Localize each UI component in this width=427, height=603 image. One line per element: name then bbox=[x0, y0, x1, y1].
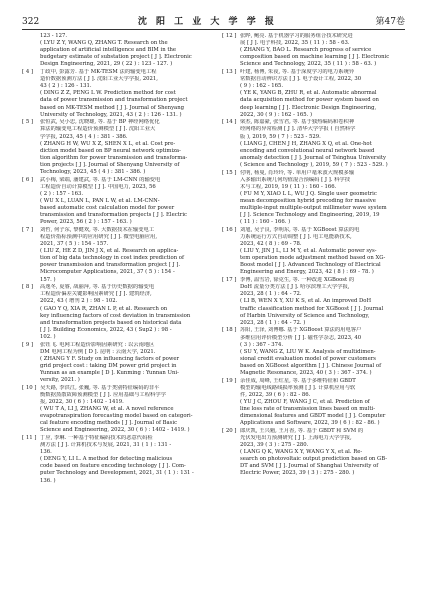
reference-line: composition based on machine learning [ J ]. Electronic bbox=[240, 54, 390, 61]
reference-line: data of power transmission and transformation project bbox=[40, 97, 188, 104]
reference-number: [ 15 ] bbox=[222, 169, 237, 176]
reference-line: dimensional features and GBDT model [ J ]. Computer bbox=[240, 413, 386, 420]
reference-line: ( Science and Technology ), 2019, 59 ( 7 ) : 523 - 529. ) bbox=[240, 161, 388, 168]
reference-line: based on MK-TESM method [ J ]. Journal of Shenyang bbox=[40, 104, 185, 111]
reference-line: versity, 2021. ) bbox=[40, 377, 80, 384]
reference-line: 157. ) bbox=[40, 276, 56, 283]
reference-line: application of artificial intelligence and BIM in the bbox=[40, 47, 177, 54]
reference-line: 入多输出系统几何均值混合预编码 [ J ]. 科学技 bbox=[240, 176, 351, 183]
reference-line: line loss rate of transmission lines based on multi- bbox=[240, 406, 376, 413]
reference-line: 测方法 [ J ]. 计算机技术与发展, 2021, 31 ( 1 ) : 131 - bbox=[40, 442, 172, 449]
left-column bbox=[22, 33, 205, 485]
reference-line: Microcomputer Applications, 2021, 37 ( 5 ) : 154 - bbox=[40, 269, 175, 276]
reference-entry bbox=[222, 170, 405, 227]
reference-number: [ 12 ] bbox=[222, 33, 237, 39]
reference-number: [ 6 ] bbox=[22, 176, 34, 183]
reference-line: ( ZHANG H W, WU X Z, SHEN X L, et al. Cost pre- bbox=[40, 140, 176, 147]
reference-line: [ J ]. Science Technology and Engineering, 2019, 19 bbox=[240, 212, 380, 219]
reference-number: [ 5 ] bbox=[22, 119, 34, 126]
reference-line: sional credit evaluation model of power customers bbox=[240, 355, 376, 362]
reference-line: multiple-input multiple-output millimeter wave system bbox=[240, 205, 387, 212]
reference-line: ( GAO Y Q, XIA R, ZHAN L P, et al. Research on bbox=[40, 305, 168, 312]
reference-number: [ 7 ] bbox=[22, 226, 34, 233]
reference-entry bbox=[222, 119, 405, 169]
reference-entry bbox=[22, 33, 205, 68]
reference-line: of Harbin University of Science and Technology, bbox=[240, 312, 370, 319]
reference-entry bbox=[22, 119, 205, 176]
header-rule bbox=[22, 29, 405, 30]
reference-line: ( ZHANG Y F. Study on influencing factors of power bbox=[40, 355, 180, 362]
reference-number: [ 10 ] bbox=[22, 384, 37, 391]
reference-number: [ 16 ] bbox=[222, 226, 237, 233]
reference-line: ( YE K, YANG B, ZHU R, et al. Automatic abnormal bbox=[240, 90, 377, 97]
reference-line: grid project cost : taking DM power grid project in bbox=[40, 362, 177, 369]
reference-line: transmission and transformation projects [ J ]. Electric bbox=[40, 212, 188, 219]
reference-line: ( LI B, WEN X Y, XU K S, et al. An improved DoH bbox=[240, 298, 372, 305]
references-body bbox=[22, 33, 405, 595]
reference-line: data acquisition method for power system based on bbox=[240, 97, 379, 104]
volume-label: 第47卷 bbox=[375, 17, 405, 27]
reference-line: 102. ) bbox=[40, 333, 56, 340]
reference-line: puter Technology and Development, 2021, 31 ( 1 ) : 131 - bbox=[40, 470, 194, 477]
reference-entry bbox=[222, 277, 405, 327]
reference-line: Magnetic Resonance, 2023, 40 ( 3 ) : 367 - 374. ) bbox=[240, 369, 372, 376]
reference-line: 学学报, 2023, 45 ( 4 ) : 381 - 386. bbox=[40, 133, 128, 140]
reference-line: ( LIU Z, HE Z D, JIN J X, et al. Research on applica- bbox=[40, 248, 179, 255]
reference-line: ( SU Y, WANG Z, LIU W K. Analysis of multidimen- bbox=[240, 348, 376, 355]
reference-line: 高逸冬, 夏睿, 战丽萍, 等. 基于历史数据的输变电 bbox=[40, 284, 155, 291]
reference-line: ( ZHANG Y, BAO L. Research progress of service bbox=[240, 47, 372, 54]
reference-line: 展 [ J ]. 电子科技, 2022, 35 ( 11 ) : 58 - 63. bbox=[240, 40, 350, 47]
reference-line: ( 11 ) : 160 - 166. ) bbox=[240, 219, 291, 226]
reference-line: and transformation projects based on historical data bbox=[40, 319, 182, 326]
reference-line: code based on feature encoding technology [ J ]. Com- bbox=[40, 463, 186, 470]
reference-entry bbox=[22, 227, 205, 284]
reference-line: power transmission and transformation project [ J ]. bbox=[40, 262, 181, 269]
reference-line: 程造价指标预测中的应用研究 [ J ]. 微型电脑应用, bbox=[40, 234, 158, 240]
reference-line: based on XGBoost algorithm [ J ]. Chinese Journal of bbox=[240, 362, 382, 369]
page-number: 322 bbox=[22, 17, 40, 27]
reference-number: [ 4 ] bbox=[22, 69, 34, 76]
reference-line: tion algorithm for power transmission and transforma- bbox=[40, 154, 188, 161]
reference-line: 136. bbox=[40, 449, 52, 456]
reference-number: [ 17 ] bbox=[222, 277, 237, 284]
reference-line: ( YU J C, ZHOU F, WANG J C, et al. Prediction of bbox=[240, 398, 370, 405]
reference-line: 丁应, 李琳. 一种基于特征编码技术的恶意代码检 bbox=[40, 435, 153, 441]
reference-line: 43 ( 2 ) : 126 - 131. bbox=[40, 83, 92, 90]
reference-entry bbox=[222, 69, 405, 119]
reference-entry bbox=[22, 435, 205, 485]
reference-line: 刘哲, 何子东, 黎健欢, 等. 大数据技术在输变电工 bbox=[40, 226, 155, 233]
reference-line: 付明, 杨曼, 肖玲玲, 等. 单用户毫米波大规模多输 bbox=[240, 169, 355, 176]
reference-entry bbox=[222, 33, 405, 68]
reference-line: [ J ]. Building Economics, 2022, 43 ( Sup2 ) : 98 - bbox=[40, 326, 172, 333]
reference-number: [ 20 ] bbox=[222, 427, 237, 434]
reference-number: [ 19 ] bbox=[222, 377, 237, 384]
reference-line: 余佳成, 周峰, 王红星, 等. 基于多维特征和 GBDT bbox=[240, 377, 356, 384]
reference-line: tion projects [ J ]. Journal of Shenyang University of bbox=[40, 161, 180, 168]
reference-line: 叶建, 杨博, 朱夜, 等. 基于深度学习的电力系统异 bbox=[240, 69, 355, 76]
reference-line: Design Engineering, 2021, 29 ( 22 ) : 123 - 127. ) bbox=[40, 61, 173, 68]
reference-line: 光伏发电出力预测研究 [ J ]. 上海电力大学学报, bbox=[240, 435, 352, 441]
reference-entry bbox=[22, 284, 205, 341]
reference-line: 苏阳, 王泽, 刘博娜. 基于 XGBoost 算法的用电客户 bbox=[240, 327, 362, 334]
reference-line: University of Technology, 2021, 43 ( 2 ) : 126 - 131. ) bbox=[40, 111, 182, 118]
reference-line: Science and Technology, 2022, 35 ( 11 ) : 58 - 63. ) bbox=[240, 61, 377, 68]
reference-line: ( DENG Y, LI L. A method for detecting malicious bbox=[40, 456, 173, 463]
reference-number: [ 13 ] bbox=[222, 69, 237, 76]
reference-line: 报, 2022, 30 ( 6 ) : 1402 - 1419. bbox=[40, 398, 124, 405]
reference-line: DoH 流量分类方法 [ J ]. 哈尔滨理工大学学报, bbox=[240, 284, 350, 291]
reference-line: 丁政中, 彭露芳. 基于 MK-TESM 法的输变电工程 bbox=[40, 69, 157, 76]
reference-line: 力系统运行方式自动调整 [ J ]. 电工电能新技术, bbox=[240, 234, 352, 240]
reference-line: Applications and Software, 2022, 39 ( 6 ) : 82 - 86. ) bbox=[240, 420, 380, 427]
reference-line: 张恒武, 吴小忠, 沈晓雄, 等. 基于 BP 神经网络优化 bbox=[40, 119, 160, 126]
reference-line: 衡数据蒸散故障预测模型 [ J ]. 应用基础与工程科学学 bbox=[40, 391, 166, 398]
reference-number: [ 18 ] bbox=[222, 327, 237, 334]
reference-entry bbox=[222, 227, 405, 277]
reference-line: tem operation mode adjustment method based on XG- bbox=[240, 255, 386, 262]
reference-line: 梁杰, 陈嘉豪, 张雪君, 等. 基于独热编码和卷积神 bbox=[240, 119, 355, 126]
reference-line: ( LIANG J, CHEN J H, ZHANG X Q, et al. One-hot bbox=[240, 140, 372, 147]
reference-entry bbox=[222, 378, 405, 428]
reference-entry bbox=[222, 327, 405, 377]
reference-line: Engineering and Energy, 2023, 42 ( 8 ) : 69 - 78. ) bbox=[240, 269, 374, 276]
reference-line: 2023, 39 ( 3 ) : 275 - 280. bbox=[240, 442, 309, 449]
reference-line: Yunnan as an example [ D ]. Kunming : Yunnan Uni- bbox=[40, 369, 179, 376]
reference-number: [ 9 ] bbox=[22, 341, 34, 348]
reference-line: 136. ) bbox=[40, 477, 56, 484]
reference-line: Boost model [ J ]. Advanced Technology of Electrical bbox=[240, 262, 381, 269]
right-column bbox=[222, 33, 405, 478]
reference-line: ( DING Z Z, PENG L W. Prediction method for cost bbox=[40, 90, 176, 97]
reference-line: ( WU T A, LI J, ZHANG W, et al. A novel reference bbox=[40, 406, 174, 413]
reference-line: Power, 2023, 56 ( 2 ) : 157 - 163. ) bbox=[40, 219, 132, 226]
reference-line: Electric Power, 2023, 39 ( 3 ) : 275 - 280. ) bbox=[240, 470, 355, 477]
reference-entry bbox=[22, 69, 205, 119]
reference-line: search on photovoltaic output prediction based on GB- bbox=[240, 456, 388, 463]
reference-line: 多维信用评价模型分析 [ J ]. 磁性学杂志, 2023, 40 bbox=[240, 334, 362, 341]
reference-line: mean decomposition hybrid precoding for massive bbox=[240, 197, 376, 204]
reference-line: 123 - 127. bbox=[40, 33, 68, 39]
journal-title: 沈 阳 工 业 大 学 学 报 bbox=[137, 17, 277, 27]
reference-line: budgetary estimate of substation project [ J ]. Electronic bbox=[40, 54, 192, 61]
reference-line: 造价数据预测方法 [ J ]. 沈阳工业大学学报, 2021, bbox=[40, 76, 158, 83]
reference-line: 经网络的异常检测 [ J ]. 清华大学学报 ( 自然科学 bbox=[240, 126, 356, 133]
reference-line: 版 ), 2019, 59 ( 7 ) : 523 - 529. bbox=[240, 133, 321, 140]
reference-line: ( 9 ) : 162 - 165. bbox=[240, 83, 284, 90]
reference-line: DM 电网工程为例 [ D ]. 昆明 : 云南大学, 2021. bbox=[40, 348, 156, 355]
reference-line: 李博, 温雪岩, 徐克生, 等. 一种改进 XGBoost 的 bbox=[240, 277, 355, 284]
reference-number: [ 8 ] bbox=[22, 284, 34, 291]
reference-line: ( 2 ) : 157 - 163. bbox=[40, 190, 84, 197]
reference-line: ( FU M Y, XIAO L L, WU J Q. Single user geometric bbox=[240, 190, 377, 197]
reference-line: 常数据自动辨识方法 [ J ]. 电子设计工程, 2022, 30 bbox=[240, 76, 362, 83]
reference-line: 工程造价偏差关键影响因素研究 [ J ]. 建筑经济, bbox=[40, 291, 152, 298]
reference-line: key influencing factors of cost deviation in transmission bbox=[40, 312, 191, 319]
reference-line: ( LIU Y, JIN J L, LI M Y, et al. Automatic power sys- bbox=[240, 248, 377, 255]
reference-line: evapotranspiration forecasting model based on categori- bbox=[40, 413, 193, 420]
reference-line: 吴天路, 李洪江, 张巍, 等. 基于类别特征编码的非平 bbox=[40, 384, 160, 391]
reference-line: 2023, 28 ( 1 ) : 64 - 72. ) bbox=[240, 319, 306, 326]
reference-line: DT and SVM [ J ]. Journal of Shanghai University of bbox=[240, 463, 379, 470]
reference-line: ( LANG Q K, WANG X Y, WANG Y X, et al. Re- bbox=[240, 449, 363, 456]
reference-line: cal feature encoding methods [ J ]. Journal of Basic bbox=[40, 420, 178, 427]
reference-entry bbox=[222, 428, 405, 478]
reference-line: 2021, 37 ( 5 ) : 154 - 157. bbox=[40, 241, 109, 248]
reference-line: 2023, 42 ( 8 ) : 69 - 78. bbox=[240, 241, 302, 248]
reference-line: ( 3 ) : 367 - 374. bbox=[240, 341, 284, 348]
reference-line: 2022, 43 ( 增刊 2 ) : 98 - 102. bbox=[40, 298, 118, 305]
reference-line: deep learning [ J ]. Electronic Design Engineering, bbox=[240, 104, 377, 111]
reference-number: [ 14 ] bbox=[222, 119, 237, 126]
reference-line: 张晔, 鲍亮. 基于机器学习的服务组合技术研究进 bbox=[240, 33, 353, 39]
reference-line: 算法的输变电工程造价预测模型 [ J ]. 沈阳工业大 bbox=[40, 126, 156, 133]
reference-line: 刘旭, 吴子良, 李明东, 等. 基于 XGBoost 算法的电 bbox=[240, 226, 360, 233]
reference-line: Technology, 2023, 45 ( 4 ) : 381 - 386. ) bbox=[40, 168, 146, 175]
reference-line: Science and Engineering, 2022, 30 ( 6 ) : 1402 - 1419. ) bbox=[40, 427, 190, 434]
reference-line: 模型的输电线路线损率预测 [ J ]. 计算机应用与软 bbox=[240, 384, 356, 391]
page-header bbox=[22, 14, 405, 28]
reference-line: traffic classification method for XGBoost [ J ]. Journal bbox=[240, 305, 384, 312]
reference-line: ( LYU Z Y, WANG Q, ZHANG T. Research on the bbox=[40, 40, 168, 47]
reference-line: 件, 2022, 39 ( 6 ) : 82 - 86. bbox=[240, 391, 311, 398]
reference-entry bbox=[22, 385, 205, 435]
reference-number: [ 11 ] bbox=[22, 435, 37, 441]
reference-line: encoding and convolutional neural network based bbox=[240, 147, 375, 154]
reference-line: ( WU X L, LUAN L, PAN L W, et al. LM-CNN- bbox=[40, 197, 160, 204]
reference-line: 2022, 30 ( 9 ) : 162 - 165. ) bbox=[240, 111, 313, 118]
reference-entry bbox=[22, 177, 205, 227]
reference-line: 郎庆凯, 王兴魁, 王月香, 等. 基于 GBDT 和 SVM 的 bbox=[240, 427, 364, 434]
reference-line: based automatic cost calculation model for power bbox=[40, 205, 175, 212]
reference-line: 武小梅, 梁端, 潘建武, 等. 基于 LM-CNN 的输变电 bbox=[40, 176, 161, 183]
reference-entry bbox=[22, 342, 205, 385]
reference-line: 术与工程, 2019, 19 ( 11 ) : 160 - 166. bbox=[240, 183, 337, 190]
reference-line: 工程造价自动计算模型 [ J ]. 中国电力, 2023, 56 bbox=[40, 183, 156, 190]
reference-line: 张钰飞. 电网工程造价影响因素研究 : 以云南地区 bbox=[40, 341, 155, 348]
reference-line: diction model based on BP neural network optimiza- bbox=[40, 147, 181, 154]
reference-line: 2023, 28 ( 1 ) : 64 - 72. bbox=[240, 291, 302, 298]
reference-line: anomaly detection [ J ]. Journal of Tsinghua University bbox=[240, 154, 386, 161]
reference-line: tion of big data technology in cost index prediction of bbox=[40, 255, 184, 262]
